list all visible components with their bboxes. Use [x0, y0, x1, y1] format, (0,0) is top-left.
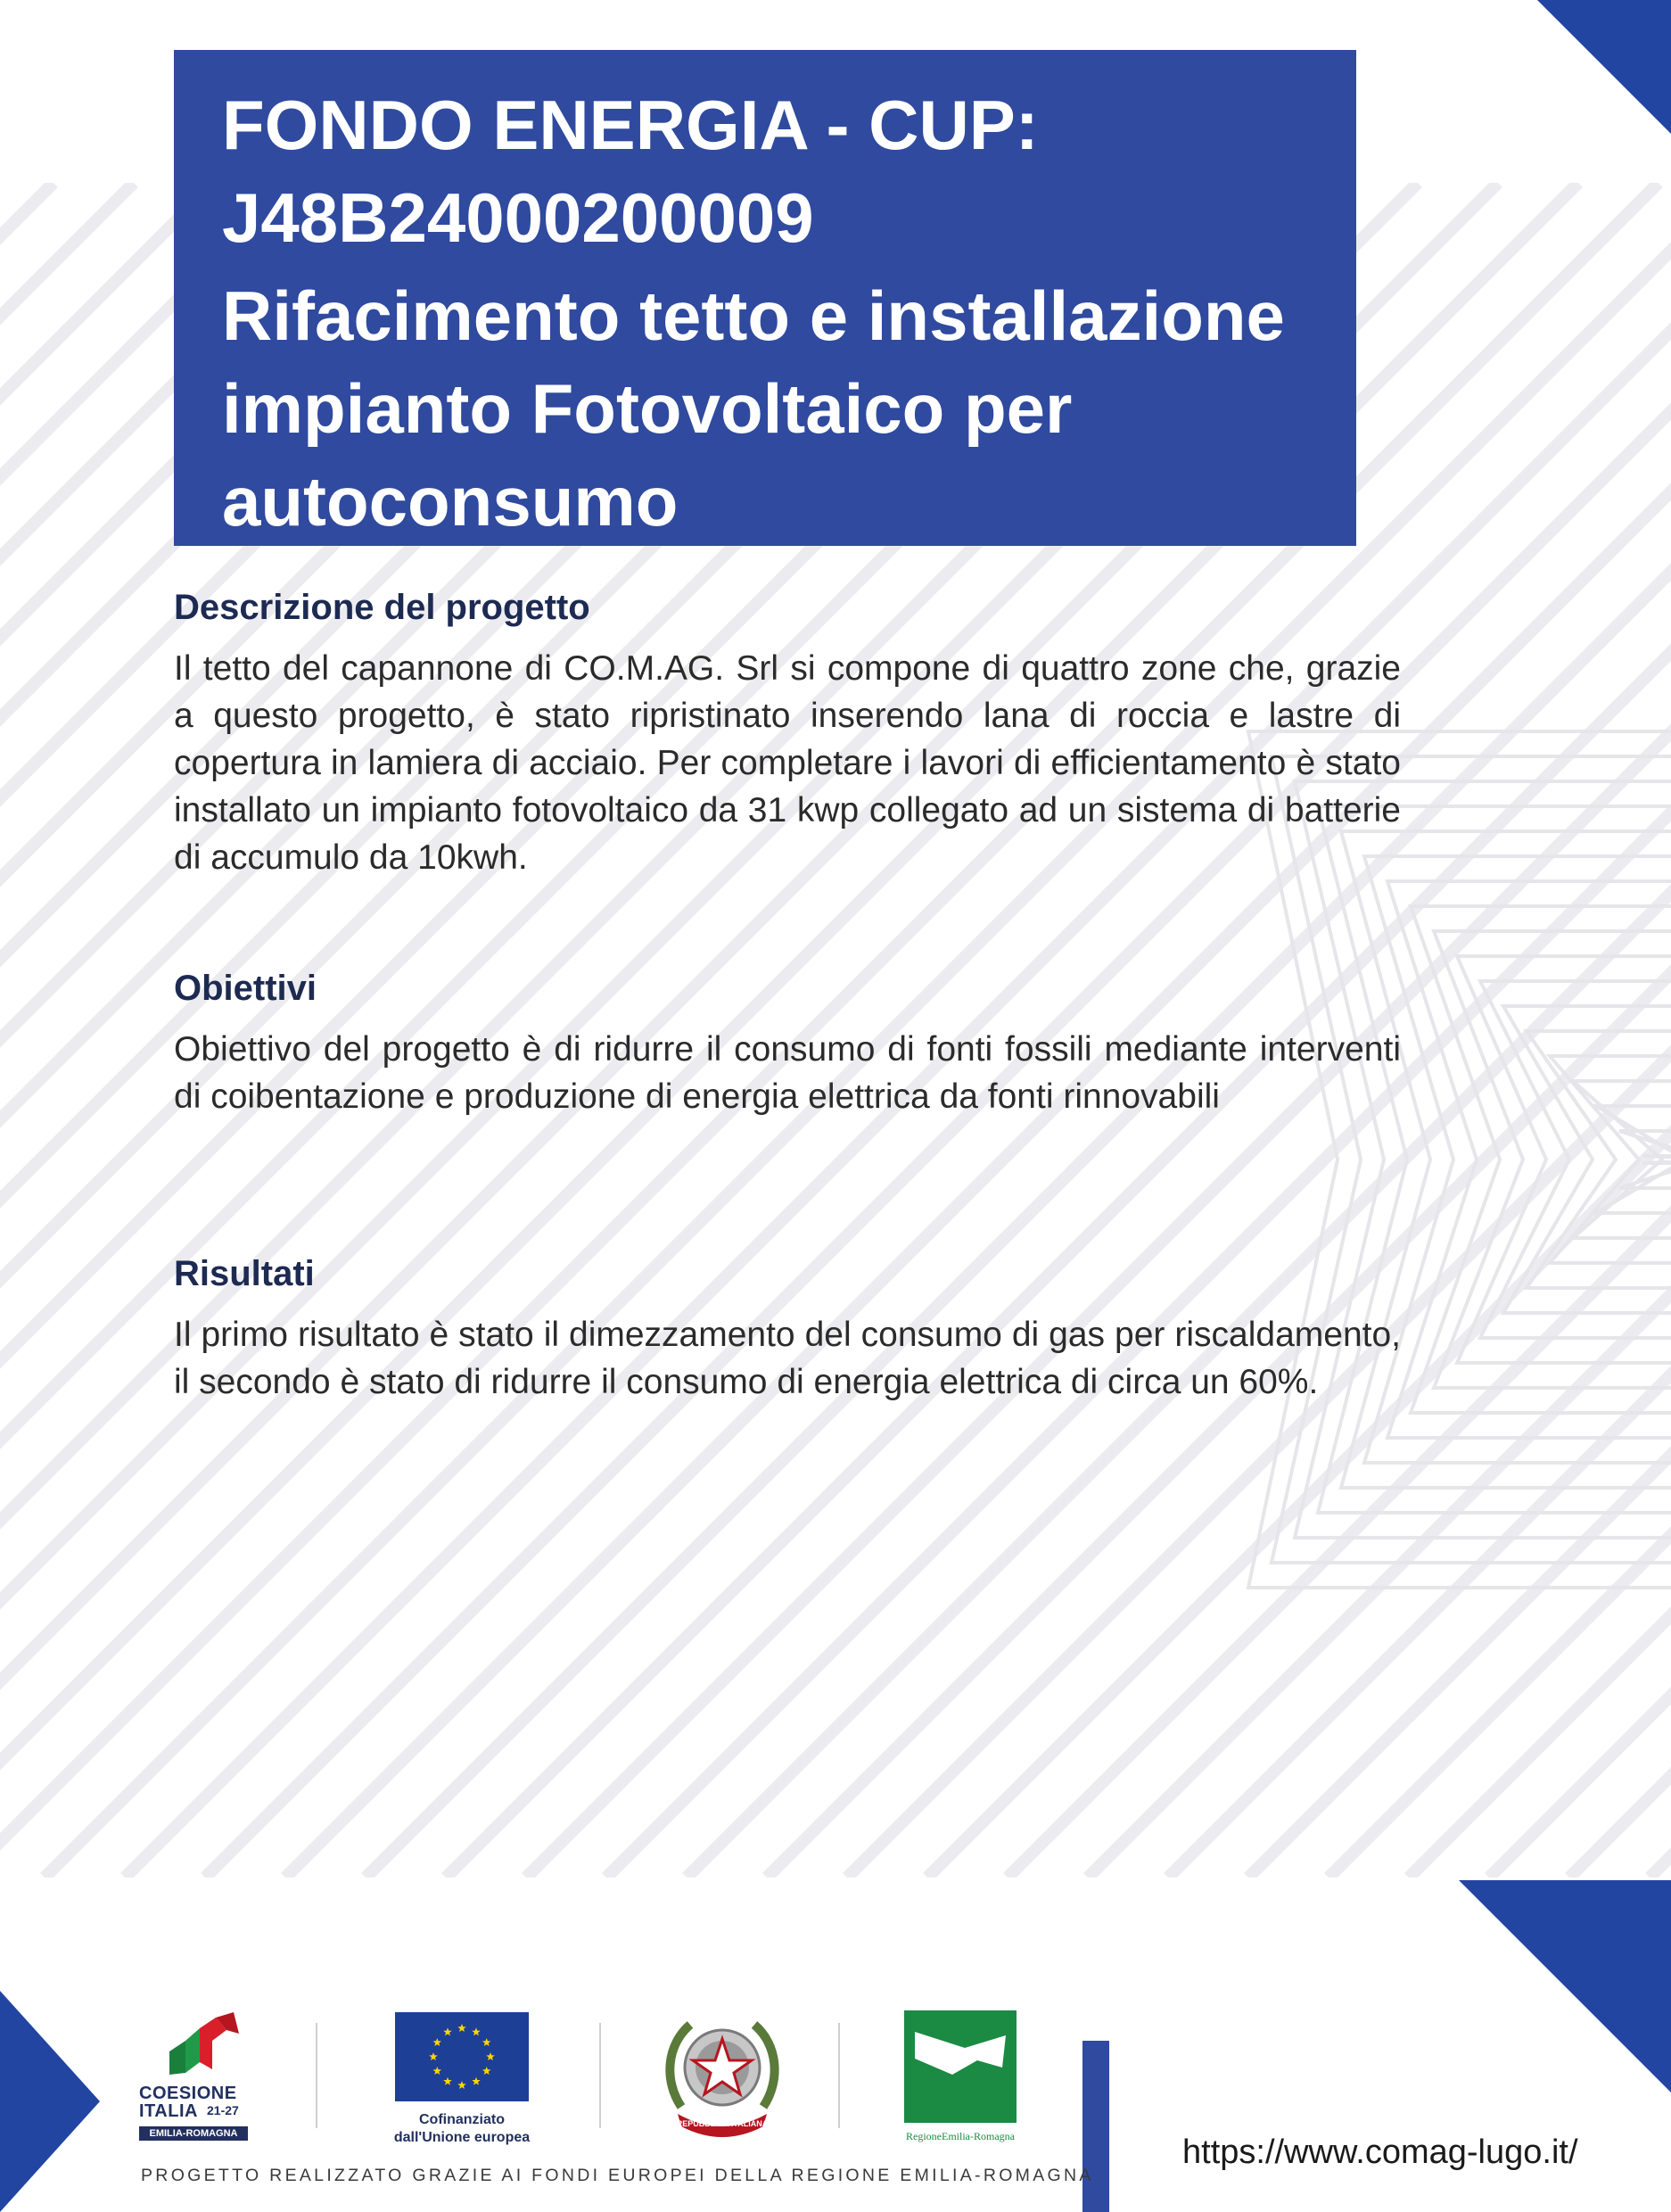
title-line-2: J48B24000200009	[222, 178, 814, 257]
section-obiettivi	[174, 965, 1401, 1120]
background-chevron	[1434, 931, 1671, 1388]
right-triangle	[1459, 1880, 1671, 2092]
website-link[interactable]: https://www.comag-lugo.it/	[1182, 2134, 1578, 2171]
section-heading: Descrizione del progetto	[174, 588, 590, 627]
logo-divider	[838, 2023, 840, 2128]
italian-emblem-logo	[660, 2009, 785, 2142]
coesione-line-1: COESIONE	[139, 2084, 237, 2103]
eu-text-line-1: Cofinanziato	[419, 2112, 505, 2127]
title-line-1: FONDO ENERGIA - CUP:	[222, 86, 1039, 164]
eu-flag-icon	[395, 2012, 529, 2101]
section-body: Il tetto del capannone di CO.M.AG. Srl si compone di quattro zone che, grazie a questo progetto, è stato ripristinato inserendo lana di roccia e lastre di copertura in lamiera di acciaio. Per completare i lavori di efficientamento è stato installato un impianto fotovoltaico da 31 kwp collegato ad un sistema di batterie di accumulo da 10kwh.	[174, 649, 1401, 877]
subtitle-line-3: autoconsumo	[222, 462, 679, 541]
coesione-line-2: ITALIA	[139, 2101, 198, 2121]
footer-tagline: PROGETTO REALIZZATO GRAZIE AI FONDI EUROPEI DELLA REGIONE EMILIA-ROMAGNA	[141, 2166, 1094, 2185]
regione-emilia-romagna-logo	[902, 2009, 1018, 2142]
regione-emilia-romagna-icon	[902, 2009, 1018, 2128]
coesione-region-badge: EMILIA-ROMAGNA	[139, 2126, 248, 2141]
section-body: Obiettivo del progetto è di ridurre il consumo di fonti fossili mediante interventi di coibentazione e produzione di energia elettrica da fonti rinnovabili	[174, 1030, 1401, 1116]
repubblica-ribbon-text: REPUBBLICA ITALIANA	[676, 2119, 769, 2128]
subtitle-line-2: impianto Fotovoltaico per	[222, 369, 1073, 448]
section-body: Il primo risultato è stato il dimezzamento del consumo di gas per riscaldamento, il secondo è stato di ridurre il consumo di energia elettrica di circa un 60%.	[174, 1316, 1401, 1401]
eu-text-line-2: dall'Unione europea	[393, 2130, 531, 2145]
regione-label: RegioneEmilia-Romagna	[906, 2130, 1015, 2142]
section-heading: Risultati	[174, 1254, 315, 1293]
logo-divider	[316, 2023, 317, 2128]
section-heading: Obiettivi	[174, 969, 317, 1008]
top-right-triangle	[1537, 0, 1671, 134]
left-triangle	[0, 1991, 100, 2212]
url-accent-bar	[1082, 2041, 1109, 2212]
section-descrizione	[174, 584, 1401, 881]
eu-logo	[373, 2012, 551, 2146]
coesione-mark-icon	[134, 2007, 259, 2082]
coesione-italia-logo	[134, 2007, 259, 2150]
title-banner	[174, 50, 1356, 546]
coesione-years: 21-27	[207, 2103, 239, 2117]
logo-divider	[599, 2023, 601, 2128]
section-risultati	[174, 1250, 1401, 1406]
subtitle-line-1: Rifacimento tetto e installazione	[222, 276, 1285, 355]
